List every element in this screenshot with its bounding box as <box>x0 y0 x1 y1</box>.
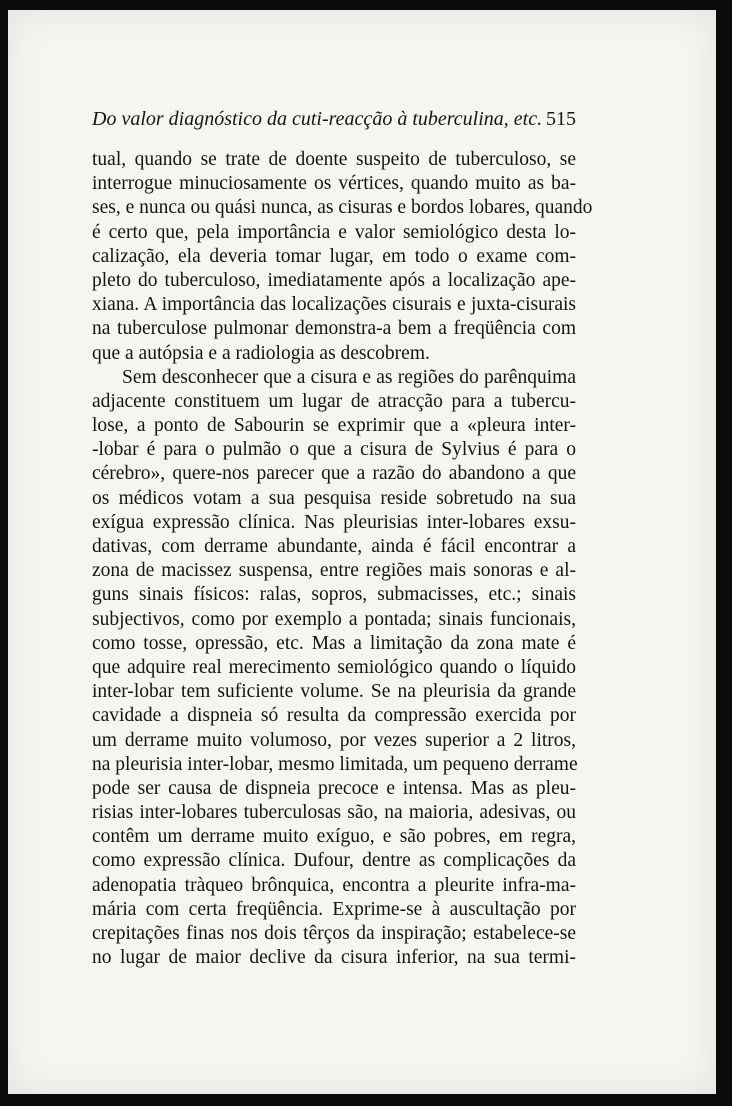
text-line: na tuberculose pulmonar demonstra-a bem a freqüência com <box>92 318 576 340</box>
running-title: Do valor diagnóstico da cuti-reacção à tuberculina, etc. <box>92 108 543 130</box>
text-line: adjacente constituem um lugar de atracção para a tubercu- <box>92 390 576 412</box>
text-line: ses, e nunca ou quási nunca, as cisuras e bordos lobares, quando <box>92 197 593 219</box>
text-line: dativas, com derrame abundante, ainda é fácil encontrar a <box>92 536 576 557</box>
text-line: interrogue minuciosamente os vértices, quando muito as ba- <box>92 173 576 195</box>
text-line: zona de macissez suspensa, entre regiões mais sonoras e al- <box>92 560 576 582</box>
text-line: que adquire real merecimento semiológico quando o líquido <box>92 656 576 678</box>
text-line: cavidade a dispneia só resulta da compressão exercida por <box>92 705 576 727</box>
running-header <box>92 108 576 138</box>
text-line: tual, quando se trate de doente suspeito de tuberculoso, se <box>92 149 576 170</box>
text-line: subjectivos, como por exemplo a pontada; sinais funcionais, <box>92 608 576 630</box>
text-line: como tosse, opressão, etc. Mas a limitação da zona mate é <box>92 632 576 654</box>
text-line: exígua expressão clínica. Nas pleurisias inter-lobares exsu- <box>92 511 576 533</box>
text-line: mária com certa freqüência. Exprime-se à auscultação por <box>92 898 576 920</box>
text-line: pleto do tuberculoso, imediatamente após a localização ape- <box>92 269 576 291</box>
text-line: guns sinais físicos: ralas, sopros, submacisses, etc.; sinais <box>92 584 576 606</box>
body-text <box>92 148 593 970</box>
text-line: adenopatia tràqueo brônquica, encontra a pleurite infra-ma- <box>92 874 576 896</box>
text-line: cérebro», quere-nos parecer que a razão do abandono a que <box>92 463 576 485</box>
text-line: um derrame muito volumoso, por vezes superior a 2 litros, <box>92 729 576 751</box>
text-line: lose, a ponto de Sabourin se exprimir que a «pleura inter- <box>92 415 576 437</box>
text-line: risias inter-lobares tuberculosas são, na maioria, adesivas, ou <box>92 802 576 824</box>
text-line: na pleurisia inter-lobar, mesmo limitada, um pequeno derrame <box>92 753 578 775</box>
text-line: crepitações finas nos dois têrços da inspiração; estabelece-se <box>92 923 576 944</box>
text-line: é certo que, pela importância e valor semiológico desta lo- <box>92 221 576 243</box>
text-line: que a autópsia e a radiologia as descobrem. <box>92 342 430 364</box>
text-line: calização, ela deveria tomar lugar, em todo o exame com- <box>92 245 576 267</box>
text-line: como expressão clínica. Dufour, dentre as complicações da <box>92 850 576 872</box>
text-line: -lobar é para o pulmão o que a cisura de Sylvius é para o <box>92 439 576 461</box>
text-line: no lugar de maior declive da cisura inferior, na sua termi- <box>92 947 576 969</box>
text-line: os médicos votam a sua pesquisa reside sobretudo na sua <box>92 487 576 509</box>
text-line: pode ser causa de dispneia precoce e intensa. Mas as pleu- <box>92 777 576 799</box>
text-line: inter-lobar tem suficiente volume. Se na pleurisia da grande <box>92 681 576 703</box>
text-line: xiana. A importância das localizações cisurais e juxta-cisurais <box>92 294 576 316</box>
text-line: Sem desconhecer que a cisura e as regiões do parênquima <box>122 366 576 388</box>
page-number: 515 <box>546 108 576 130</box>
book-page <box>8 10 716 1094</box>
text-line: contêm um derrame muito exíguo, e são pobres, em regra, <box>92 826 576 848</box>
